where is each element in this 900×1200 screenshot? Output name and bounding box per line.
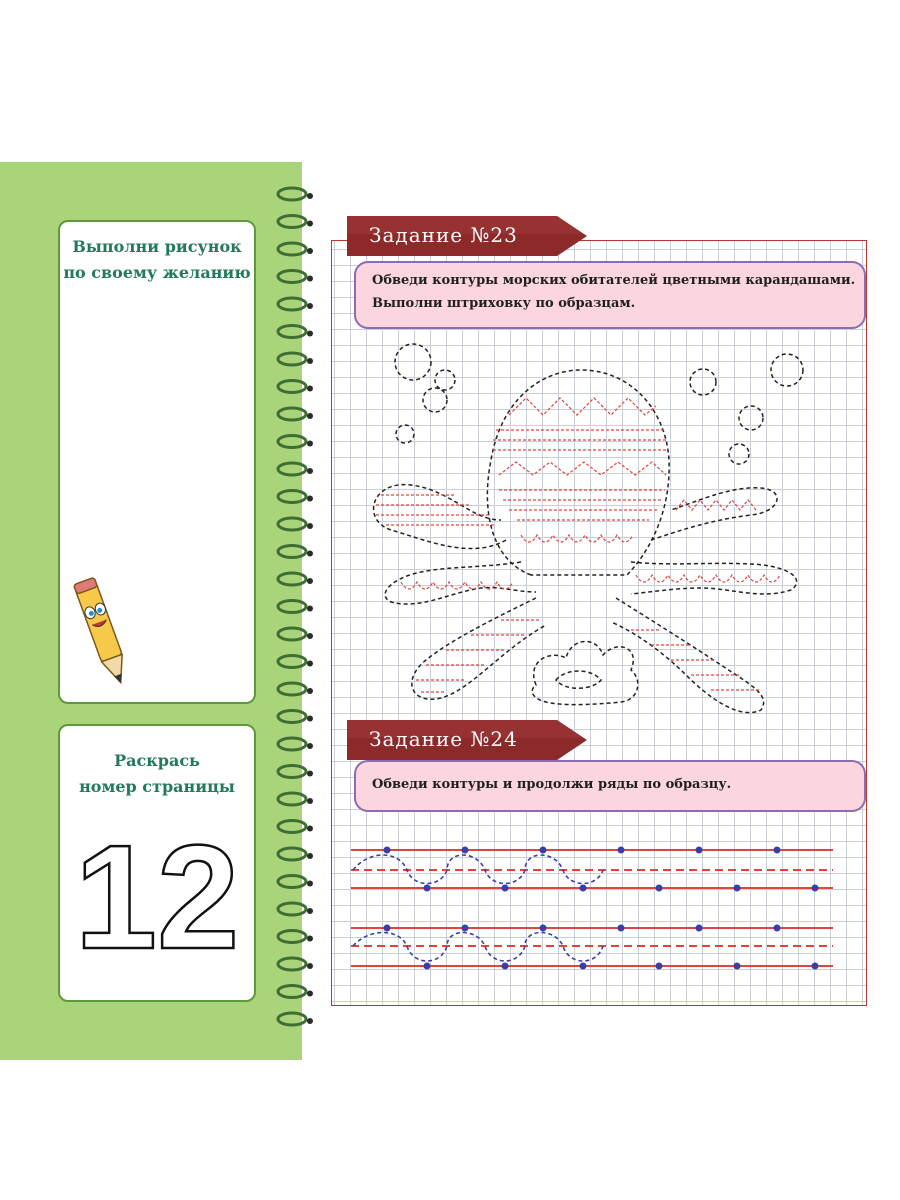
spiral-ring-icon — [278, 546, 313, 558]
spiral-ring-icon — [278, 188, 313, 200]
spiral-ring-icon — [278, 766, 313, 778]
task23-ribbon — [347, 216, 587, 256]
guide-dot — [540, 847, 547, 854]
guide-dot — [656, 885, 663, 892]
spiral-ring-icon — [278, 243, 313, 255]
guide-dot — [384, 847, 391, 854]
spiral-ring-icon — [278, 1013, 313, 1025]
page-number-title-line2: номер страницы — [79, 777, 235, 796]
spiral-binding-icon — [270, 180, 330, 1040]
wave-tracing-rows — [331, 830, 865, 980]
spiral-ring-icon — [278, 821, 313, 833]
guide-dot — [774, 847, 781, 854]
spiral-ring-icon — [278, 793, 313, 805]
guide-dot — [540, 925, 547, 932]
spiral-ring-icon — [278, 298, 313, 310]
guide-dot — [812, 963, 819, 970]
svg-text:12: 12 — [74, 815, 240, 980]
guide-dot — [618, 847, 625, 854]
outlined-page-number — [60, 815, 254, 980]
spiral-ring-icon — [278, 848, 313, 860]
guide-dot — [696, 925, 703, 932]
free-drawing-card — [58, 220, 256, 704]
guide-dot — [580, 885, 587, 892]
spiral-ring-icon — [278, 958, 313, 970]
spiral-ring-icon — [278, 683, 313, 695]
guide-dot — [462, 847, 469, 854]
spiral-ring-icon — [278, 408, 313, 420]
spiral-ring-icon — [278, 931, 313, 943]
spiral-ring-icon — [278, 876, 313, 888]
spiral-ring-icon — [278, 711, 313, 723]
guide-dot — [502, 963, 509, 970]
task23-line1: Обведи контуры морских обитателей цветными карандашами. — [372, 273, 856, 288]
guide-dot — [424, 963, 431, 970]
page-number-title-line1: Раскрась — [114, 751, 200, 770]
spiral-ring-icon — [278, 628, 313, 640]
spiral-ring-icon — [278, 216, 313, 228]
free-drawing-title-line2: по своему желанию — [63, 263, 251, 282]
task23-instructions — [354, 261, 866, 329]
guide-dot — [618, 925, 625, 932]
guide-dot — [734, 963, 741, 970]
guide-dot — [774, 925, 781, 932]
spiral-ring-icon — [278, 381, 313, 393]
spiral-ring-icon — [278, 271, 313, 283]
guide-dot — [656, 963, 663, 970]
pencil-mascot-icon — [72, 574, 132, 694]
task23-title: Задание №23 — [369, 223, 518, 247]
spiral-ring-icon — [278, 491, 313, 503]
guide-dot — [502, 885, 509, 892]
guide-dot — [812, 885, 819, 892]
guide-dot — [424, 885, 431, 892]
octopus-tracing-figure — [331, 330, 865, 720]
task23-line2: Выполни штриховку по образцам. — [372, 296, 636, 311]
spiral-ring-icon — [278, 436, 313, 448]
guide-dot — [734, 885, 741, 892]
task24-line1: Обведи контуры и продолжи ряды по образцу. — [372, 777, 732, 792]
spiral-ring-icon — [278, 738, 313, 750]
spiral-ring-icon — [278, 353, 313, 365]
task24-title: Задание №24 — [369, 727, 518, 751]
spiral-ring-icon — [278, 986, 313, 998]
spiral-ring-icon — [278, 463, 313, 475]
spiral-ring-icon — [278, 573, 313, 585]
spiral-ring-icon — [278, 656, 313, 668]
guide-dot — [462, 925, 469, 932]
guide-dot — [696, 847, 703, 854]
spiral-ring-icon — [278, 601, 313, 613]
spiral-ring-icon — [278, 326, 313, 338]
guide-dot — [384, 925, 391, 932]
task24-ribbon — [347, 720, 587, 760]
task24-instructions — [354, 760, 866, 812]
spiral-ring-icon — [278, 903, 313, 915]
page-number-card — [58, 724, 256, 1002]
guide-dot — [580, 963, 587, 970]
spiral-ring-icon — [278, 518, 313, 530]
free-drawing-title-line1: Выполни рисунок — [72, 237, 242, 256]
